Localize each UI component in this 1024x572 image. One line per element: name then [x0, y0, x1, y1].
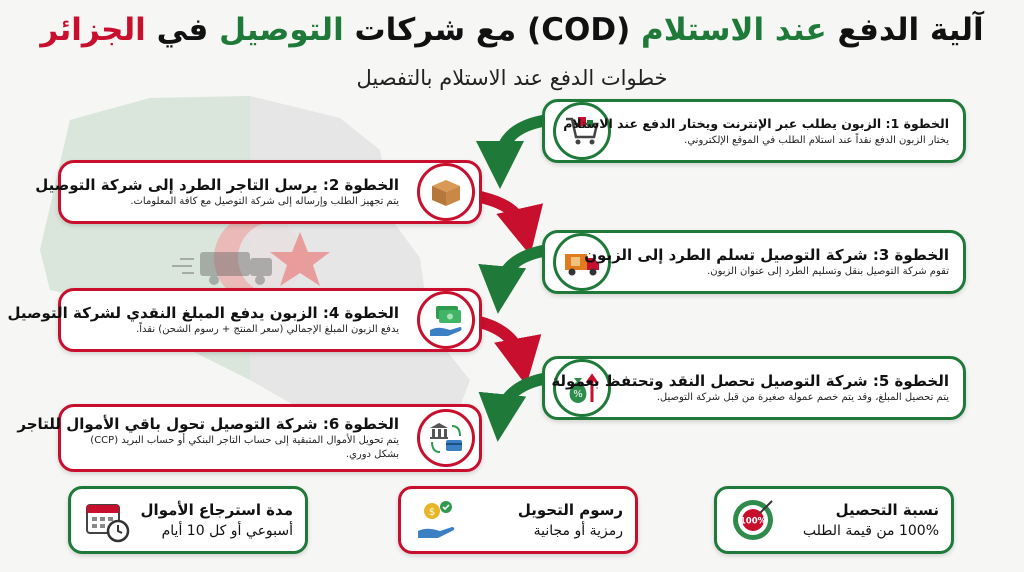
- calendar-clock-icon: [83, 496, 131, 544]
- step-3-title: الخطوة 3: شركة التوصيل تسلم الطرد إلى الزبون: [584, 246, 949, 264]
- step-5-card: [542, 356, 966, 420]
- step-5-desc: يتم تحصيل المبلغ، وقد يتم خصم عمولة صغيرة من قبل شركة التوصيل.: [656, 392, 949, 403]
- svg-text:$: $: [428, 507, 436, 518]
- collection-rate-title: نسبة التحصيل: [835, 501, 939, 519]
- summary-transfer-fees: [398, 486, 638, 554]
- step-3-desc: تقوم شركة التوصيل بنقل وتسليم الطرد إلى عنوان الزبون.: [707, 266, 949, 277]
- target-100-icon: [729, 496, 777, 544]
- title-part-3: (COD) مع شركات: [354, 12, 631, 48]
- step-5-title: الخطوة 5: شركة التوصيل تحصل النقد وتحتفظ بعمولة: [551, 372, 949, 390]
- transfer-fees-title: رسوم التحويل: [517, 501, 623, 519]
- summary-refund-period: [68, 486, 308, 554]
- title-part-5: في: [156, 12, 209, 48]
- title-part-6: الجزائر: [40, 12, 146, 48]
- step-6-desc: يتم تحويل الأموال المتبقية إلى حساب التاجر البنكي أو حساب البريد (CCP) بشكل دوري.: [90, 435, 399, 460]
- step-1-desc: يختار الزبون الدفع نقداً عند استلام الطلب في الموقع الإلكتروني.: [684, 135, 949, 146]
- refund-period-title: مدة استرجاع الأموال: [140, 501, 293, 519]
- step-2-title: الخطوة 2: يرسل التاجر الطرد إلى شركة التوصيل: [35, 176, 399, 194]
- svg-text:%: %: [573, 389, 583, 400]
- title-part-1: آلية الدفع: [837, 12, 984, 48]
- summary-collection-rate: [714, 486, 954, 554]
- title-part-4: التوصيل: [219, 12, 344, 48]
- page-title: [0, 10, 1024, 50]
- step-4-card: [7, 288, 482, 352]
- package-box-icon: [417, 163, 475, 221]
- step-1-card: [542, 99, 966, 163]
- step-2-card: [35, 160, 482, 224]
- step-6-card: [17, 404, 482, 472]
- refund-period-value: أسبوعي أو كل 10 أيام: [161, 523, 293, 539]
- cash-hand-icon: [417, 291, 475, 349]
- step-3-card: [542, 230, 966, 294]
- page-subtitle: خطوات الدفع عند الاستلام بالتفصيل: [356, 66, 668, 90]
- bank-transfer-icon: [417, 409, 475, 467]
- target-badge: 100%: [739, 516, 767, 527]
- step-4-title: الخطوة 4: الزبون يدفع المبلغ النقدي لشركة التوصيل: [7, 304, 399, 322]
- step-1-title: الخطوة 1: الزبون يطلب عبر الإنترنت ويختار الدفع عند الاستلام: [563, 116, 949, 131]
- collection-rate-value: 100% من قيمة الطلب: [802, 523, 939, 539]
- step-4-desc: يدفع الزبون المبلغ الإجمالي (سعر المنتج + رسوم الشحن) نقداً.: [136, 324, 399, 335]
- step-2-desc: يتم تجهيز الطلب وإرساله إلى شركة التوصيل مع كافة المعلومات.: [130, 196, 399, 207]
- title-part-2: عند الاستلام: [641, 12, 827, 48]
- transfer-fees-value: رمزية أو مجانية: [533, 523, 623, 539]
- step-6-title: الخطوة 6: شركة التوصيل تحول باقي الأموال للتاجر: [17, 415, 399, 433]
- coins-hand-icon: [413, 496, 461, 544]
